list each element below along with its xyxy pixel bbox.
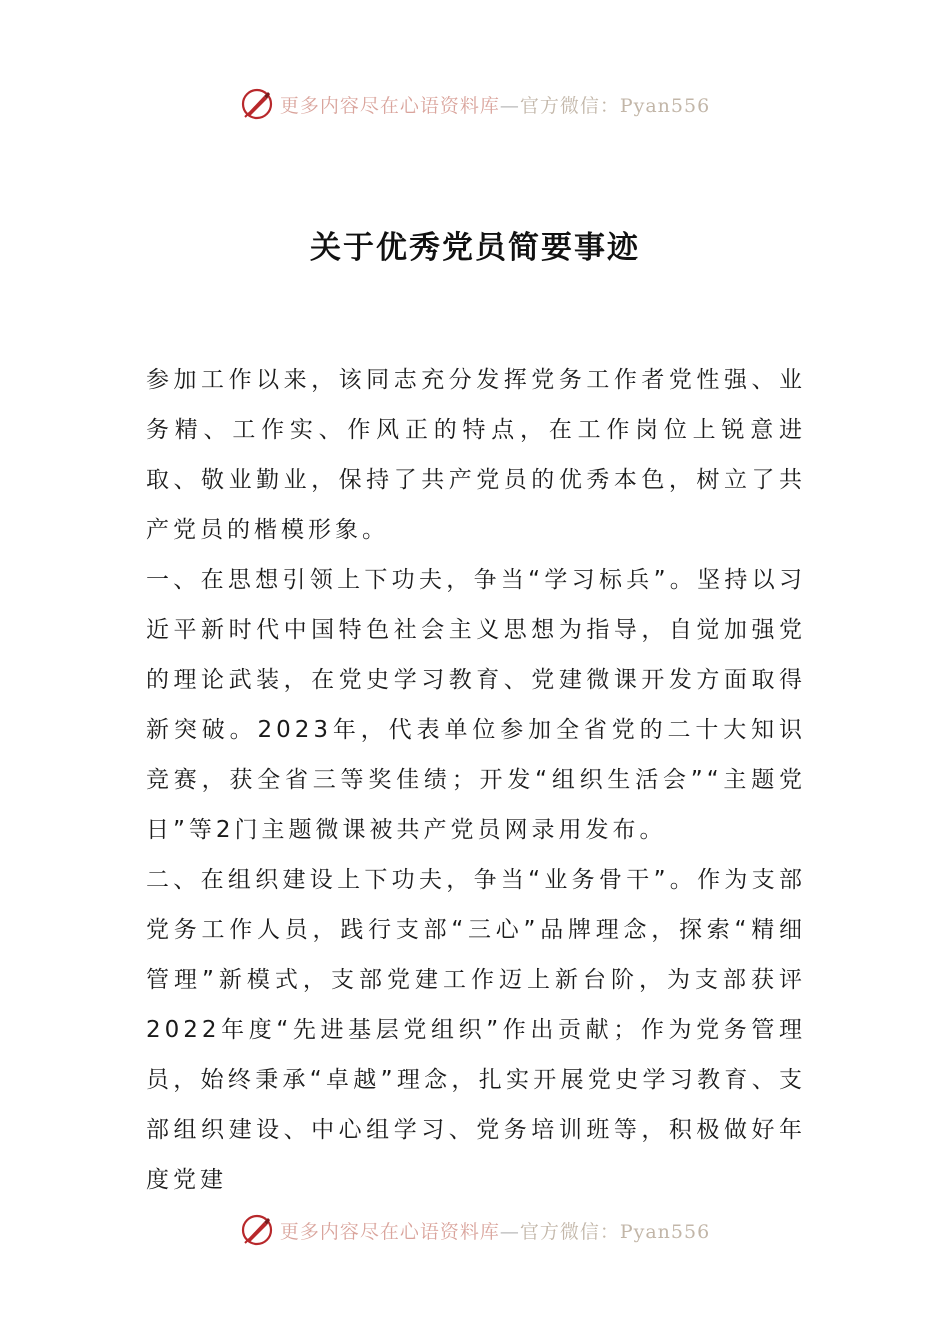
watermark-separator: —: [499, 94, 520, 117]
watermark-text: [280, 91, 710, 118]
paragraph-section-one: 一、在思想引领上下功夫，争当“学习标兵”。坚持以习近平新时代中国特色社会主义思想为指导，自觉加强党的理论武装，在党史学习教育、党建微课开发方面取得新突破。2023年，代表单位参加全省党的二十大知识竞赛，获全省三等奖佳绩；开发“组织生活会”“主题党日”等2门主题微课被共产党员网录用发布。: [146, 567, 806, 843]
footer-watermark: [0, 1210, 950, 1250]
document-title: 关于优秀党员简要事迹: [310, 230, 640, 266]
pen-logo-icon: [240, 87, 274, 121]
paragraph-intro: 参加工作以来，该同志充分发挥党务工作者党性强、业务精、工作实、作风正的特点，在工作岗位上锐意进取、敬业勤业，保持了共产党员的优秀本色，树立了共产党员的楷模形象。: [146, 367, 806, 543]
watermark-brand: 更多内容尽在心语资料库: [279, 94, 500, 117]
document-body: [146, 355, 806, 1205]
watermark-contact: 官方微信：Pyan556: [519, 1220, 711, 1243]
watermark-text: [280, 1217, 710, 1244]
watermark-contact: 官方微信：Pyan556: [519, 94, 711, 117]
watermark-brand: 更多内容尽在心语资料库: [279, 1220, 500, 1243]
watermark-separator: —: [499, 1220, 520, 1243]
pen-logo-icon: [240, 1213, 274, 1247]
paragraph-section-two: 二、在组织建设上下功夫，争当“业务骨干”。作为支部党务工作人员，践行支部“三心”品牌理念，探索“精细管理”新模式，支部党建工作迈上新台阶，为支部获评2022年度“先进基层党组织”作出贡献；作为党务管理员，始终秉承“卓越”理念，扎实开展党史学习教育、支部组织建设、中心组学习、党务培训班等，积极做好年度党建: [146, 867, 806, 1193]
header-watermark: [0, 84, 950, 124]
